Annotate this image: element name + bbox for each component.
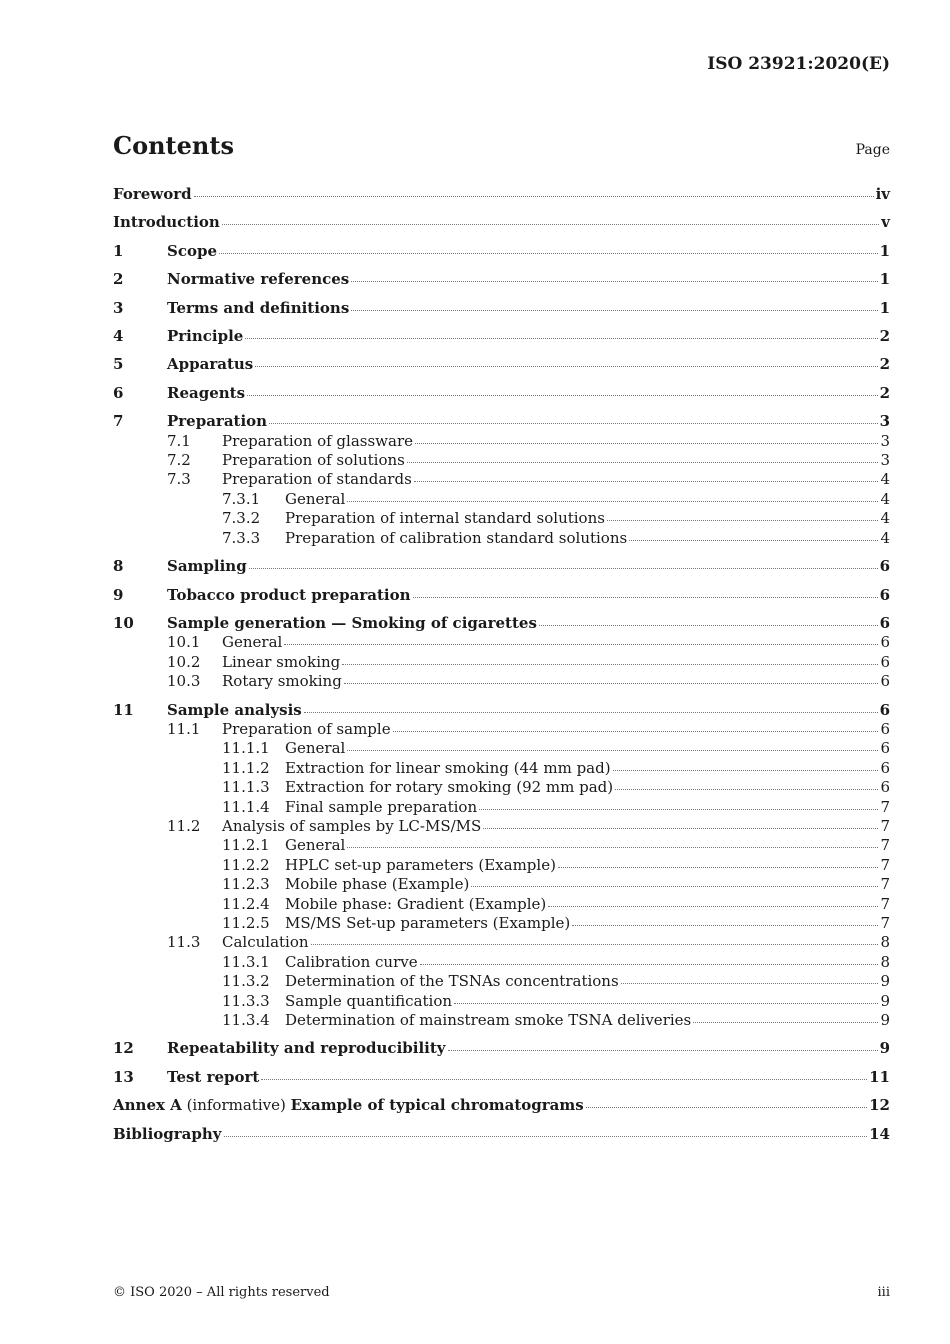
toc-entry-label	[222, 432, 413, 451]
toc-entry-label	[285, 875, 469, 894]
toc-entry-number: 11.2.4	[222, 894, 270, 913]
toc-entry[interactable]	[113, 270, 890, 289]
toc-entry-number: 11.1	[167, 719, 201, 738]
toc-entry[interactable]	[113, 299, 890, 318]
dot-leader	[539, 624, 878, 626]
toc-entry-label	[167, 270, 349, 289]
dot-leader	[261, 1078, 867, 1080]
toc-entry[interactable]	[113, 672, 890, 691]
dot-leader	[613, 769, 879, 771]
toc-entry[interactable]	[113, 914, 890, 933]
toc-entry-title: Principle	[167, 327, 244, 346]
toc-entry-label	[285, 529, 627, 548]
toc-entry-number: 1	[113, 241, 124, 260]
toc-entry-label	[285, 856, 556, 875]
toc-entry-title: Extraction for rotary smoking (92 mm pad)	[285, 778, 614, 797]
toc-entry-number: 11.1.4	[222, 797, 270, 816]
toc-entry-number: 12	[113, 1039, 134, 1058]
toc-entry[interactable]	[113, 557, 890, 576]
toc-entry-number: 3	[113, 298, 124, 317]
dot-leader	[414, 480, 879, 482]
toc-entry-label	[113, 213, 220, 232]
toc-entry[interactable]	[113, 1039, 890, 1058]
toc-entry-label	[167, 701, 302, 720]
toc-entry[interactable]	[113, 759, 890, 778]
toc-entry-label	[222, 470, 412, 489]
toc-entry-label	[285, 953, 418, 972]
dot-leader	[245, 337, 877, 339]
dot-leader	[311, 943, 879, 945]
toc-entry-title: General	[285, 739, 346, 758]
toc-entry-page: 6	[880, 719, 890, 738]
toc-entry[interactable]	[113, 895, 890, 914]
toc-entry-number: 10.1	[167, 633, 201, 652]
toc-entry-number: 11.3.4	[222, 1011, 270, 1030]
toc-entry-page: 6	[880, 672, 890, 691]
toc-entry-title: Calculation	[222, 933, 309, 952]
dot-leader	[448, 1049, 878, 1051]
toc-entry-annex-title: Example of typical chromatograms	[290, 1096, 584, 1115]
toc-entry-title: Preparation of internal standard solutions	[285, 509, 605, 528]
toc-entry-label	[167, 242, 217, 261]
toc-entry-number: 5	[113, 355, 124, 374]
toc-entry-page: 6	[879, 613, 890, 632]
toc-entry-page: 4	[880, 470, 890, 489]
toc-entry[interactable]	[113, 798, 890, 817]
toc-entry-label	[285, 895, 546, 914]
toc-entry-title: Sampling	[167, 557, 247, 576]
toc-entry-title: Analysis of samples by LC-MS/MS	[222, 816, 482, 835]
dot-leader	[351, 309, 877, 311]
toc-entry-title: Introduction	[113, 213, 220, 232]
toc-entry-annex-type: (informative)	[181, 1096, 291, 1115]
toc-entry-title: Rotary smoking	[222, 672, 342, 691]
toc-entry-label	[167, 1068, 259, 1087]
toc-entry-page: 12	[869, 1096, 890, 1115]
dot-leader	[347, 749, 878, 751]
toc-entry-page: 4	[880, 489, 890, 508]
toc-entry-page: 11	[869, 1067, 890, 1086]
toc-entry-number: 11.2.1	[222, 836, 270, 855]
toc-entry-number: 7.3	[167, 470, 191, 489]
toc-entry-number: 7.2	[167, 451, 191, 470]
toc-entry-title: Determination of mainstream smoke TSNA deliveries	[285, 1011, 692, 1030]
toc-entry[interactable]	[113, 586, 890, 605]
toc-entry-page: 1	[879, 298, 890, 317]
toc-entry[interactable]	[113, 509, 890, 528]
toc-entry-title: Preparation of glassware	[222, 431, 414, 450]
toc-entry-page: 1	[879, 241, 890, 260]
toc-entry-label	[222, 653, 340, 672]
toc-entry-title: Preparation of calibration standard solutions	[285, 528, 628, 547]
toc-entry[interactable]	[113, 355, 890, 374]
dot-leader	[454, 1002, 878, 1004]
toc-entry[interactable]	[113, 432, 890, 451]
toc-entry-number: 7.1	[167, 431, 191, 450]
toc-entry-title: Calibration curve	[285, 952, 418, 971]
toc-entry-title: Mobile phase: Gradient (Example)	[285, 894, 547, 913]
toc-entry-page: 7	[880, 875, 890, 894]
toc-entry-number: 11.2.2	[222, 855, 270, 874]
toc-entry-page: 4	[880, 509, 890, 528]
toc-entry[interactable]	[113, 1125, 890, 1144]
toc-entry-title: Final sample preparation	[285, 797, 478, 816]
toc-entry-label	[285, 914, 570, 933]
toc-entry-title: Sample analysis	[167, 700, 302, 719]
toc-entry-number: 11.2.5	[222, 914, 270, 932]
toc-entry-title: Determination of the TSNAs concentrations	[285, 972, 619, 991]
toc-entry-page: 7	[880, 797, 890, 816]
toc-entry-page: 2	[879, 327, 890, 346]
toc-entry-label	[167, 614, 537, 633]
toc-entry-page: 3	[879, 412, 890, 431]
table-of-contents	[113, 185, 890, 1144]
toc-entry-label	[167, 412, 267, 431]
toc-entry[interactable]	[113, 720, 890, 739]
toc-entry-title: Mobile phase (Example)	[285, 875, 470, 894]
toc-entry[interactable]	[113, 451, 890, 470]
toc-entry-number: 4	[113, 327, 124, 346]
dot-leader	[621, 982, 879, 984]
toc-entry[interactable]	[113, 933, 890, 952]
toc-entry-page: 9	[879, 1039, 890, 1058]
toc-entry-page: 4	[880, 528, 890, 547]
dot-leader	[607, 519, 879, 521]
dot-leader	[471, 885, 878, 887]
toc-entry-label	[285, 490, 345, 509]
toc-entry-label	[167, 299, 349, 318]
toc-entry-page: 3	[880, 431, 890, 450]
toc-entry-page: 2	[879, 355, 890, 374]
toc-entry[interactable]	[113, 185, 890, 204]
toc-entry-number: 10	[113, 613, 134, 632]
toc-entry[interactable]	[113, 817, 890, 836]
document-id: ISO 23921:2020(E)	[707, 54, 890, 74]
toc-entry-title: Test report	[167, 1067, 260, 1086]
toc-entry-title: General	[222, 633, 283, 652]
toc-entry-label	[285, 778, 613, 797]
toc-entry-number: 7	[113, 412, 124, 431]
toc-entry-label	[167, 557, 247, 576]
toc-entry[interactable]	[113, 213, 890, 232]
toc-entry[interactable]	[113, 1068, 890, 1087]
toc-entry-number: 11.2	[167, 816, 201, 835]
toc-entry[interactable]	[113, 633, 890, 652]
toc-entry-page: 8	[880, 952, 890, 971]
toc-entry[interactable]	[113, 529, 890, 548]
toc-entry-title: Preparation of solutions	[222, 451, 405, 470]
toc-entry-label	[222, 933, 309, 952]
toc-entry-title: Scope	[167, 241, 218, 260]
toc-entry-page: 6	[879, 700, 890, 719]
toc-entry-number: 10.2	[167, 652, 201, 671]
dot-leader	[222, 223, 879, 225]
toc-entry-page: 9	[880, 991, 890, 1010]
toc-entry-number: 9	[113, 585, 124, 604]
toc-entry-number: 13	[113, 1067, 134, 1086]
toc-entry-number: 8	[113, 557, 124, 576]
toc-entry-page: 9	[880, 1011, 890, 1030]
toc-entry-page: iv	[875, 185, 890, 203]
toc-entry[interactable]	[113, 739, 890, 758]
toc-entry-page: 6	[880, 758, 890, 777]
dot-leader	[351, 280, 877, 282]
toc-entry-label	[167, 1039, 446, 1058]
toc-entry-number: 7.3.3	[222, 528, 261, 547]
toc-entry[interactable]	[113, 412, 890, 431]
toc-entry[interactable]	[113, 327, 890, 346]
toc-entry-label	[222, 720, 391, 739]
toc-entry-title: Reagents	[167, 383, 246, 402]
toc-entry[interactable]	[113, 653, 890, 672]
toc-entry-label	[113, 1125, 222, 1144]
dot-leader	[615, 788, 878, 790]
toc-entry-number: 7.3.2	[222, 509, 261, 528]
toc-entry-number: 10.3	[167, 672, 201, 691]
toc-entry[interactable]	[113, 778, 890, 797]
dot-leader	[693, 1021, 878, 1023]
toc-entry-title: Linear smoking	[222, 652, 341, 671]
toc-entry-label	[285, 836, 345, 855]
toc-entry[interactable]	[113, 1011, 890, 1030]
toc-entry-page: v	[881, 213, 890, 232]
toc-entry-number: 11.1.1	[222, 739, 270, 758]
toc-entry-number: 11.3.3	[222, 991, 270, 1010]
copyright-notice: © ISO 2020 – All rights reserved	[113, 1285, 330, 1300]
dot-leader	[219, 252, 878, 254]
toc-entry[interactable]	[113, 972, 890, 991]
toc-entry-title: Sample quantification	[285, 991, 453, 1010]
toc-entry-title: Foreword	[113, 185, 192, 203]
toc-entry-title: Terms and definitions	[167, 298, 350, 317]
toc-entry-label	[285, 739, 345, 758]
toc-entry-page: 1	[879, 270, 890, 289]
dot-leader	[249, 567, 878, 569]
toc-entry-label	[285, 759, 611, 778]
toc-entry[interactable]	[113, 490, 890, 509]
toc-entry-title: Tobacco product preparation	[167, 585, 411, 604]
toc-entry-number: 7.3.1	[222, 489, 261, 508]
toc-entry-page: 6	[879, 557, 890, 576]
dot-leader	[247, 394, 878, 396]
toc-entry-title: Extraction for linear smoking (44 mm pad)	[285, 758, 611, 777]
toc-entry[interactable]	[113, 614, 890, 633]
dot-leader	[393, 730, 879, 732]
dot-leader	[347, 500, 878, 502]
toc-entry-page: 7	[880, 855, 890, 874]
toc-entry-number: 11.3.2	[222, 972, 270, 991]
toc-entry-title: General	[285, 836, 346, 855]
toc-entry-title: Preparation	[167, 412, 268, 431]
toc-entry-label	[167, 355, 253, 374]
dot-leader	[269, 422, 877, 424]
dot-leader	[255, 365, 877, 367]
toc-entry-page: 14	[869, 1124, 890, 1143]
dot-leader	[407, 461, 879, 463]
toc-entry-page: 6	[880, 739, 890, 758]
toc-entry-page: 9	[880, 972, 890, 991]
toc-entry-number: 11.3	[167, 933, 201, 952]
toc-entry-label	[167, 327, 243, 346]
toc-entry[interactable]	[113, 1096, 890, 1115]
toc-entry-title: Bibliography	[113, 1124, 222, 1143]
toc-entry-page: 7	[880, 894, 890, 913]
dot-leader	[572, 924, 878, 926]
toc-entry-label	[285, 992, 452, 1011]
toc-entry[interactable]	[113, 701, 890, 720]
dot-leader	[284, 643, 878, 645]
toc-entry-label	[113, 1096, 584, 1115]
toc-entry-title: MS/MS Set-up parameters (Example)	[285, 914, 571, 932]
toc-entry-number: 11.1.2	[222, 758, 270, 777]
dot-leader	[483, 827, 878, 829]
dot-leader	[342, 663, 878, 665]
dot-leader	[586, 1106, 867, 1108]
toc-entry-label	[113, 185, 192, 204]
toc-entry[interactable]	[113, 856, 890, 875]
toc-entry-title: Repeatability and reproducibility	[167, 1039, 446, 1058]
toc-entry-label	[285, 798, 477, 817]
dot-leader	[344, 682, 879, 684]
toc-entry-page: 6	[880, 778, 890, 797]
toc-entry-label	[285, 972, 619, 991]
dot-leader	[558, 866, 879, 868]
toc-entry-page: 3	[880, 451, 890, 470]
page-number: iii	[877, 1285, 890, 1300]
toc-entry-label	[285, 1011, 691, 1030]
page-title: Contents	[113, 131, 234, 160]
toc-entry-number: 6	[113, 383, 124, 402]
toc-entry-page: 6	[879, 585, 890, 604]
dot-leader	[224, 1135, 868, 1137]
dot-leader	[347, 846, 878, 848]
toc-entry-page: 6	[880, 633, 890, 652]
dot-leader	[629, 539, 878, 541]
toc-entry-page: 6	[880, 652, 890, 671]
dot-leader	[479, 808, 878, 810]
toc-entry-number: 11.2.3	[222, 875, 270, 894]
toc-entry-label	[285, 509, 605, 528]
toc-entry-number: 11	[113, 700, 134, 719]
toc-entry-number: 11.1.3	[222, 778, 270, 797]
toc-entry-label	[167, 586, 411, 605]
toc-entry-label	[222, 672, 342, 691]
toc-entry-page: 7	[880, 914, 890, 932]
toc-entry[interactable]	[113, 470, 890, 489]
dot-leader	[420, 963, 879, 965]
toc-entry[interactable]	[113, 242, 890, 261]
dot-leader	[304, 711, 878, 713]
toc-entry[interactable]	[113, 836, 890, 855]
toc-entry[interactable]	[113, 875, 890, 894]
dot-leader	[548, 905, 878, 907]
toc-entry-title: Preparation of sample	[222, 719, 391, 738]
dot-leader	[413, 596, 878, 598]
toc-entry-label	[167, 384, 245, 403]
toc-entry-title: General	[285, 489, 346, 508]
dot-leader	[194, 195, 874, 197]
toc-entry-number: 2	[113, 270, 124, 289]
toc-entry-page: 2	[879, 383, 890, 402]
toc-entry-page: 7	[880, 836, 890, 855]
toc-entry-page: 8	[880, 933, 890, 952]
toc-entry-title: Preparation of standards	[222, 470, 412, 489]
toc-entry[interactable]	[113, 384, 890, 403]
toc-entry-label	[222, 817, 481, 836]
toc-entry-title: Sample generation — Smoking of cigarettes	[167, 613, 537, 632]
toc-entry-label	[222, 451, 405, 470]
toc-entry-page: 7	[880, 816, 890, 835]
toc-entry-number: 11.3.1	[222, 952, 270, 971]
toc-entry-title: Normative references	[167, 270, 350, 289]
toc-entry-title: Annex A	[113, 1096, 182, 1115]
toc-entry-title: Apparatus	[167, 355, 254, 374]
dot-leader	[415, 442, 878, 444]
toc-entry-label	[222, 633, 282, 652]
toc-entry-title: HPLC set-up parameters (Example)	[285, 855, 556, 874]
toc-entry[interactable]	[113, 953, 890, 972]
page-column-label: Page	[855, 142, 890, 158]
toc-entry[interactable]	[113, 992, 890, 1011]
